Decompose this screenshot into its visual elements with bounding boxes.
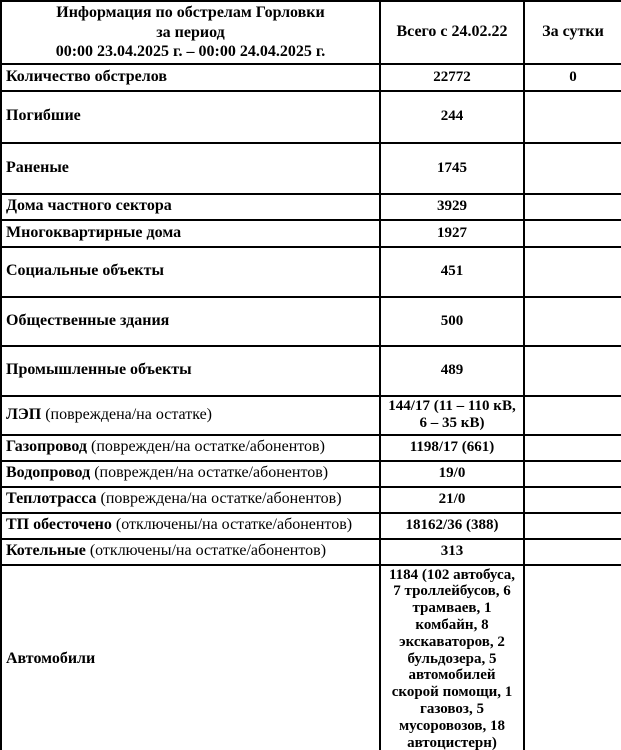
- row-label: Промышленные объекты: [6, 361, 192, 379]
- row-label: Раненые: [6, 158, 69, 176]
- row-label-cell: [1, 220, 380, 247]
- row-daily-value: [524, 143, 621, 194]
- row-label-cell: [1, 396, 380, 435]
- row-label-cell: [1, 194, 380, 220]
- table-row: [1, 461, 621, 487]
- row-total-value: 489: [380, 346, 524, 396]
- row-label: Газопровод: [6, 438, 87, 456]
- row-label-cell: [1, 64, 380, 91]
- row-label: ТП обесточено: [6, 516, 112, 534]
- row-label: Социальные объекты: [6, 262, 164, 280]
- row-label: Количество обстрелов: [6, 67, 167, 85]
- table-row: [1, 565, 621, 750]
- row-note: (отключены/на остатке/абонентов): [85, 542, 327, 560]
- report-title-line2: за период: [156, 23, 225, 41]
- row-daily-value: [524, 539, 621, 565]
- table-row: [1, 297, 621, 346]
- row-total-value: 1198/17 (661): [380, 435, 524, 461]
- row-label: Погибшие: [6, 107, 81, 125]
- table-row: [1, 247, 621, 297]
- row-label-cell: [1, 513, 380, 539]
- table-row: [1, 346, 621, 396]
- row-total-value: 1745: [380, 143, 524, 194]
- row-daily-value: 0: [524, 64, 621, 91]
- row-total-value: 244: [380, 91, 524, 143]
- table-row: [1, 64, 621, 91]
- row-label: ЛЭП: [6, 405, 42, 423]
- row-note: (поврежден/на остатке/абонентов): [90, 464, 329, 482]
- report-title-line3: 00:00 23.04.2025 г. – 00:00 24.04.2025 г.: [55, 43, 326, 61]
- row-total-value: 313: [380, 539, 524, 565]
- table-row: [1, 91, 621, 143]
- row-label: Дома частного сектора: [6, 197, 172, 215]
- row-daily-value: [524, 91, 621, 143]
- column-header-total: Всего с 24.02.22: [380, 1, 524, 64]
- table-row: [1, 539, 621, 565]
- row-total-value: 22772: [380, 64, 524, 91]
- row-label-cell: [1, 487, 380, 513]
- row-label: Общественные здания: [6, 311, 170, 329]
- row-label: Котельные: [6, 542, 86, 560]
- row-label-cell: [1, 539, 380, 565]
- row-daily-value: [524, 435, 621, 461]
- table-row: [1, 396, 621, 435]
- table-row: [1, 513, 621, 539]
- table-row: [1, 194, 621, 220]
- row-note: (повреждена/на остатке/абонентов): [96, 490, 342, 508]
- row-daily-value: [524, 487, 621, 513]
- row-daily-value: [524, 396, 621, 435]
- row-daily-value: [524, 346, 621, 396]
- table-row: [1, 487, 621, 513]
- row-total-value: 144/17 (11 – 110 кВ, 6 – 35 кВ): [380, 396, 524, 435]
- row-label: Теплотрасса: [6, 490, 97, 508]
- row-daily-value: [524, 220, 621, 247]
- row-total-value: 21/0: [380, 487, 524, 513]
- row-daily-value: [524, 297, 621, 346]
- row-label: Автомобили: [6, 649, 96, 667]
- row-total-value: 19/0: [380, 461, 524, 487]
- column-header-daily: За сутки: [524, 1, 621, 64]
- row-daily-value: [524, 565, 621, 750]
- row-total-value: 3929: [380, 194, 524, 220]
- row-total-value: 1184 (102 автобуса, 7 троллейбусов, 6 трамваев, 1 комбайн, 8 экскаваторов, 2 бульдозера, 5 автомобилей скорой помощи, 1 газовоз, 5 мусоровозов, 18 автоцистерн): [380, 565, 524, 750]
- table-row: [1, 220, 621, 247]
- row-label-cell: [1, 435, 380, 461]
- row-daily-value: [524, 194, 621, 220]
- row-daily-value: [524, 461, 621, 487]
- row-label-cell: [1, 297, 380, 346]
- row-total-value: 451: [380, 247, 524, 297]
- row-label-cell: [1, 247, 380, 297]
- row-label: Многоквартирные дома: [6, 223, 182, 241]
- row-daily-value: [524, 247, 621, 297]
- row-total-value: 18162/36 (388): [380, 513, 524, 539]
- row-total-value: 1927: [380, 220, 524, 247]
- row-label-cell: [1, 346, 380, 396]
- report-title-cell: [1, 1, 380, 64]
- table-row: [1, 143, 621, 194]
- row-total-value: 500: [380, 297, 524, 346]
- row-note: (повреждена/на остатке): [41, 405, 213, 423]
- row-label-cell: [1, 461, 380, 487]
- table-row: [1, 435, 621, 461]
- row-label-cell: [1, 143, 380, 194]
- row-label-cell: [1, 565, 380, 750]
- row-note: (поврежден/на остатке/абонентов): [87, 438, 325, 456]
- row-note: (отключены/на остатке/абонентов): [111, 516, 353, 534]
- row-daily-value: [524, 513, 621, 539]
- row-label: Водопровод: [6, 464, 91, 482]
- row-label-cell: [1, 91, 380, 143]
- table-header-row: [1, 1, 621, 64]
- report-title-line1: Информация по обстрелам Горловки: [56, 4, 325, 21]
